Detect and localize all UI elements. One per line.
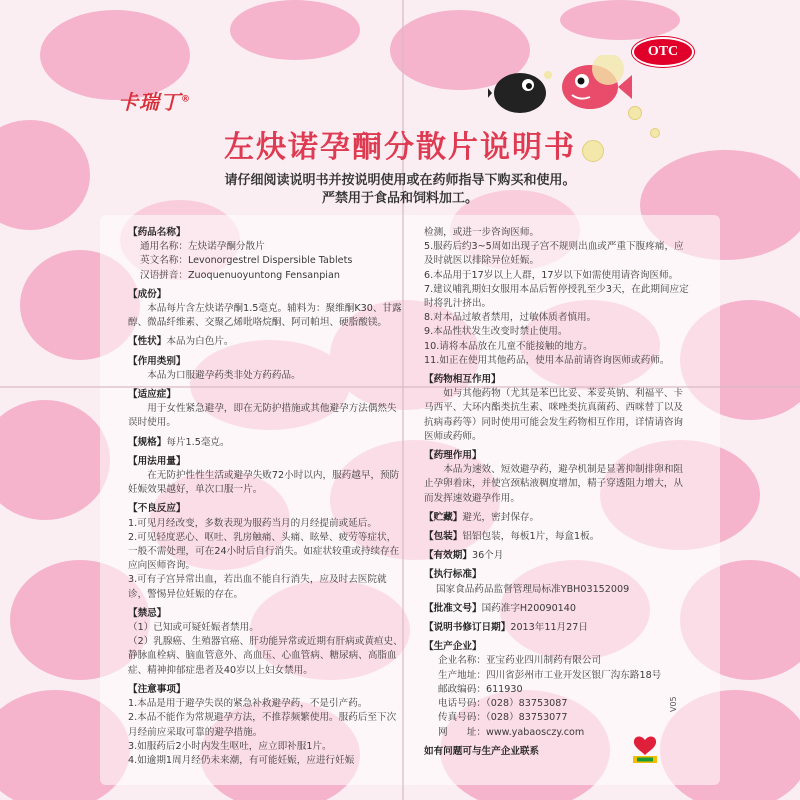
section-pharmacology (424, 449, 692, 506)
field-value: Levonorgestrel Dispersible Tablets (187, 255, 353, 267)
list-item: （2）乳腺癌、生殖器官癌、肝功能异常或近期有肝病或黄疸史、静脉血栓病、脑血管意外、高血压、心血管病、糖尿病、高脂血症、精神抑郁症患者及40岁以上妇女禁用。 (128, 636, 403, 676)
section-precautions (128, 683, 404, 768)
list-item: 7.建议哺乳期妇女服用本品后暂停授乳至少3天，在此期间应定时将乳汁挤出。 (424, 283, 689, 310)
list-item: 3.可有子宫异常出血，若出血不能自行消失，应及时去医院就诊，警惕异位妊娠的存在。 (128, 574, 387, 600)
section-heading: 【 执行标准 】 (424, 568, 692, 582)
section-category (128, 355, 404, 383)
pinyin-name-row (128, 269, 404, 283)
section-heading: 【 贮藏 】 (424, 512, 462, 523)
section-dosage (128, 455, 404, 498)
section-text: 36个月 (471, 550, 504, 562)
background-blob (560, 0, 680, 40)
section-revision-date (424, 621, 692, 635)
section-heading: 【 用法用量 】 (128, 455, 404, 469)
section-text: 用于女性紧急避孕，即在无防护措施或其他避孕方法偶然失误时使用。 (128, 403, 397, 429)
notice-line: 严禁用于食品和饲料加工。 (321, 191, 478, 206)
section-text: 铝铝包装，每板1片，每盒1板。 (462, 531, 600, 543)
section-heading: 【 成份 】 (128, 288, 404, 302)
background-blob (230, 0, 360, 60)
list-item: 6.本品用于17岁以上人群，17岁以下如需使用请咨询医师。 (424, 269, 679, 281)
section-heading: 【 有效期 】 (424, 550, 472, 561)
field-value: （028）83753077 (485, 712, 568, 724)
field-label: 英文名称： (140, 255, 188, 267)
list-item: 8.对本品过敏者禁用，过敏体质者慎用。 (424, 312, 597, 324)
background-blob (0, 400, 110, 520)
list-item: 4.如逾期1周月经仍未来潮，有可能妊娠，应进行妊娠 (128, 754, 355, 766)
section-text: 本品为口服避孕药类非处方药药品。 (147, 369, 301, 381)
notice-line: 请仔细阅读说明书并按说明使用或在药师指导下购买和使用。 (224, 173, 576, 188)
section-precautions-continued (424, 226, 692, 368)
section-heading: 【 不良反应 】 (128, 502, 404, 516)
section-heading: 【 作用类别 】 (128, 355, 404, 369)
field-value: 四川省彭州市工业开发区银厂沟东路18号 (485, 669, 662, 681)
section-manufacturer (424, 640, 692, 739)
section-heading: 【 包装 】 (424, 531, 462, 542)
right-column (424, 226, 692, 759)
field-label: 邮政编码： (438, 683, 486, 695)
fish-illustration (488, 55, 648, 125)
section-heading: 【 药物相互作用 】 (424, 373, 692, 387)
field-label: 电话号码： (438, 698, 486, 710)
page-title: 左炔诺孕酮分散片说明书 (224, 130, 576, 165)
section-heading: 【 药理作用 】 (424, 449, 692, 463)
list-item: 2.可见轻度恶心、呕吐、乳房触痛、头痛、眩晕、疲劳等症状，一般不需处理，可在24小时后自行消失。如症状较重或持续存在应向医师咨询。 (128, 531, 400, 572)
section-heading: 【 说明书修订日期 】 (424, 622, 510, 633)
section-text: 国家食品药品监督管理局标准YBH03152009 (436, 583, 630, 595)
field-value: www.yabaosczy.com (485, 726, 585, 738)
contact-note: 如有问题可与生产企业联系 (424, 745, 540, 757)
otc-badge: OTC (632, 37, 694, 67)
side-code (668, 684, 682, 714)
field-label: 企业名称： (438, 655, 486, 667)
section-appearance (128, 335, 404, 349)
section-standard (424, 568, 692, 596)
section-spec (128, 436, 404, 450)
section-name (128, 226, 404, 283)
list-item: 2.本品不能作为常规避孕方法，不推荐频繁使用。服药后至下次月经前应采取可靠的避孕措施。 (128, 712, 397, 738)
section-text: 2013年11月27日 (510, 622, 588, 634)
list-item: 5.服药后约3~5周如出现子宫不规则出血或严重下腹疼痛，应及时就医以排除异位妊娠。 (424, 241, 684, 267)
section-ingredients (128, 288, 404, 331)
section-adverse (128, 502, 404, 601)
field-label: 通用名称： (140, 241, 188, 253)
list-item: 1.可见月经改变，多数表现为服药当月的月经提前或延后。 (128, 517, 377, 529)
section-validity (424, 549, 692, 563)
manufacturer-fax-row (424, 711, 692, 725)
field-label: 网 址： (438, 726, 486, 738)
section-text: 本品为白色片。 (166, 336, 234, 348)
section-text: 每片1.5毫克。 (166, 436, 230, 448)
section-storage (424, 511, 692, 525)
section-heading: 【 药品名称 】 (128, 226, 404, 240)
section-text: 如与其他药物（尤其是苯巴比妥、苯妥英钠、利福平、卡马西平、大环内酯类抗生素、咪唑类抗真菌药、西咪替丁以及抗病毒药等）同时使用可能会发生药物相互作用，详情请咨询医师或药师。 (424, 388, 684, 442)
section-text: 避光，密封保存。 (462, 511, 540, 523)
side-code-text: V05 (669, 696, 678, 712)
list-item: 11.如正在使用其他药品，使用本品前请咨询医师或药师。 (424, 354, 670, 366)
field-label: 传真号码： (438, 712, 486, 724)
field-value: （028）83753087 (485, 698, 568, 710)
ok-pharmacy-logo-icon (631, 734, 659, 764)
section-heading: 【 生产企业 】 (424, 640, 692, 654)
section-heading: 【 规格 】 (128, 437, 166, 448)
section-text: 在无防护性性生活或避孕失败72小时以内，服药越早，预防妊娠效果越好，单次口服一片。 (128, 470, 400, 496)
list-item: 10.请将本品放在儿童不能接触的地方。 (424, 340, 593, 352)
manufacturer-address-row (424, 669, 692, 683)
section-text: 国药准字H20090140 (481, 602, 576, 614)
section-text: 本品每片含左炔诺孕酮1.5毫克。辅料为：聚维酮K30、甘露醇、微晶纤维素、交聚乙烯吡咯烷酮、阿司帕坦、硬脂酸镁。 (128, 303, 402, 329)
list-item: 3.如服药后2小时内发生呕吐，应立即补服1片。 (128, 740, 332, 752)
list-item: 1.本品是用于避孕失误的紧急补救避孕药，不是引产药。 (128, 698, 368, 710)
field-value: Zuoquenuoyuntong Fensanpian (187, 269, 340, 281)
section-heading: 【 适应症 】 (128, 388, 404, 402)
field-value: 611930 (485, 683, 523, 695)
brand-logo: 卡瑞丁® (118, 90, 191, 114)
manufacturer-zip-row (424, 683, 692, 697)
section-contraindications (128, 607, 404, 678)
section-indications (128, 388, 404, 431)
field-label: 汉语拼音： (140, 269, 188, 281)
section-approval (424, 602, 692, 616)
manufacturer-phone-row (424, 697, 692, 711)
field-value: 左炔诺孕酮分散片 (187, 241, 265, 253)
section-text: 本品为速效、短效避孕药，避孕机制是显著抑制排卵和阻止孕卵着床，并使宫颈粘液稠度增加，精子穿透阻力增大，从而发挥速效避孕作用。 (424, 464, 684, 504)
list-item: 9.本品性状发生改变时禁止使用。 (424, 326, 568, 338)
field-label: 生产地址： (438, 669, 486, 681)
section-heading: 【 批准文号 】 (424, 603, 482, 614)
list-item: 检测，或进一步咨询医师。 (424, 227, 540, 238)
field-value: 亚宝药业四川制药有限公司 (485, 655, 602, 667)
section-heading: 【 性状 】 (128, 336, 166, 347)
generic-name-row (128, 240, 404, 254)
bubble-decoration (628, 106, 642, 120)
section-heading: 【 注意事项 】 (128, 683, 404, 697)
english-name-row (128, 254, 404, 268)
left-column (128, 226, 404, 773)
manufacturer-name-row (424, 654, 692, 668)
section-interactions (424, 373, 692, 444)
section-heading: 【 禁忌 】 (128, 607, 404, 621)
list-item: （1）已知或可疑妊娠者禁用。 (128, 622, 259, 634)
section-package (424, 530, 692, 544)
